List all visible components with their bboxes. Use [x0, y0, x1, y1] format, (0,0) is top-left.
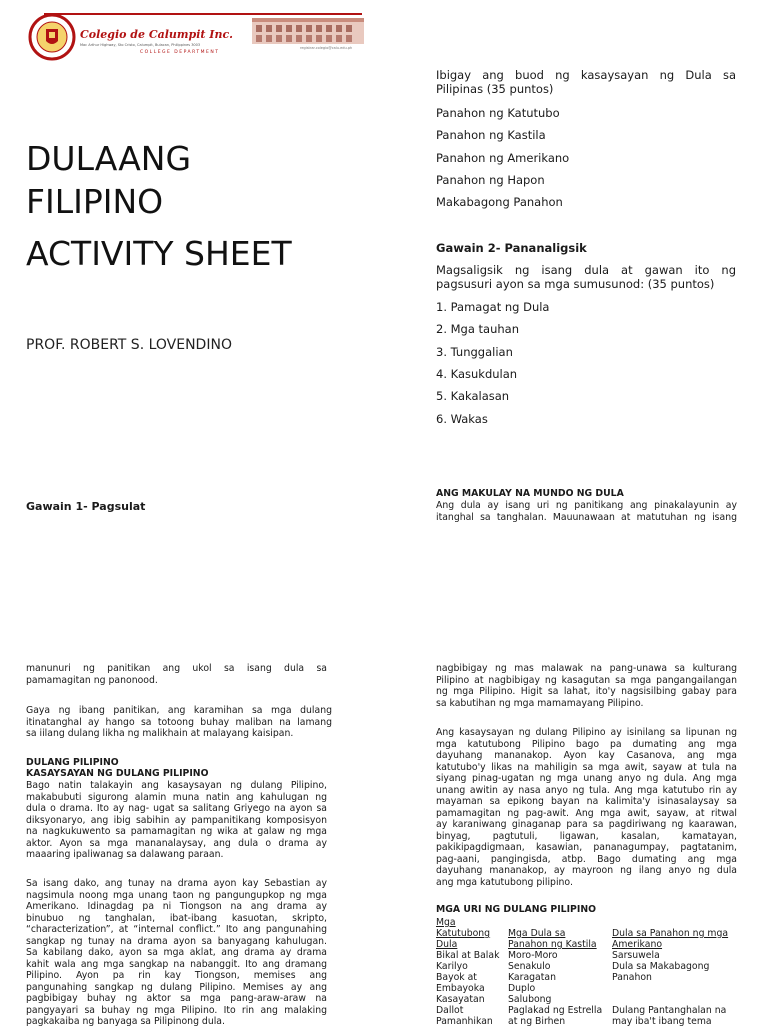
dulang-pilipino-heading: DULANG PILIPINO	[26, 757, 119, 768]
table-cell: Dula sa Panahon ng mga	[612, 928, 729, 939]
analysis-item: 2. Mga tauhan	[436, 322, 520, 336]
analysis-item: 5. Kakalasan	[436, 389, 510, 403]
table-cell: Karagatan	[508, 972, 556, 983]
gawain-2-instruction: Magsaligsik ng isang dula at gawan ito ng	[436, 263, 736, 277]
text-line: maaaring ipaliwanag sa dalawang paraan.	[26, 849, 224, 860]
table-cell: Salubong	[508, 994, 552, 1005]
table-cell: Panahon	[612, 972, 652, 983]
period-item: Panahon ng Hapon	[436, 173, 545, 187]
text-line: Pilipino at nagbibigay ng kasagutan sa mga pangangailangan	[436, 674, 737, 686]
text-line: pag-aani, pangingisda, atbp. Bago dumating ang mga	[436, 853, 737, 865]
table-cell: may iba't ibang tema	[612, 1016, 712, 1027]
gawain-1-instruction: Ibigay ang buod ng kasaysayan ng Dula sa	[436, 68, 736, 82]
table-row	[436, 972, 766, 983]
text-line: Amerikano. Idinagdag pa ni Tiongson na ang drama ay	[26, 901, 327, 912]
table-cell: at ng Birhen	[508, 1016, 566, 1027]
text-line: diksyonaryo, ang ibig sabihin ay pampanitikang komposisyon	[26, 814, 327, 826]
right-paragraph-2	[436, 727, 737, 888]
left-paragraph-2	[26, 705, 332, 740]
text-line: siyang pinag-ugatan ng mga unang anyo ng dula. Ang mga	[436, 773, 737, 784]
table-cell: Kasayatan	[436, 994, 485, 1005]
text-line: pakikipagdigmaan, kasawian, pananagumpay, pagtatanim,	[436, 842, 737, 853]
table-row	[436, 928, 766, 939]
analysis-item: 3. Tunggalian	[436, 345, 513, 359]
text-line: mayaman sa epikong bayan na kalimita'y isinasalaysay sa	[436, 796, 737, 807]
school-address: Mac Arthur Highway, Sto Cristo, Calumpit, Bulacan, Philippines 3003	[80, 43, 201, 47]
left-paragraph-4	[26, 878, 327, 1028]
text-line: Ang dula ay isang uri ng panitikang ang pinakalayunin ay	[436, 500, 737, 511]
table-row	[436, 917, 766, 928]
makulay-paragraph	[436, 500, 737, 523]
table-cell: Amerikano	[612, 939, 663, 950]
dula-types-table	[436, 917, 766, 1027]
text-line: aktor. Ayon sa mga mananalaysay, ang dula o drama ay	[26, 837, 327, 849]
text-line: pagkakaiba ng banyaga sa Pilipinong dula.	[26, 1016, 225, 1027]
analysis-item: 1. Pamagat ng Dula	[436, 300, 550, 314]
text-line: Pilipino. Ayon pa rin kay Tiongson, memises ang	[26, 970, 327, 981]
table-row	[436, 939, 766, 950]
table-row	[436, 983, 766, 994]
table-row	[436, 950, 766, 961]
text-line: mga katutubong Pilipino bago pa dumating ang mga	[436, 738, 737, 750]
text-line: kahit wala ang mga sangkap na nabanggit. Ito ang dramang	[26, 958, 327, 970]
text-line: sa iilang dulang likha ng malikhain at malayang kaisipan.	[26, 728, 294, 739]
text-line: dayuhang mananakop, ay mayroon ng ilang anyo ng dula	[436, 865, 737, 876]
table-row	[436, 994, 766, 1005]
table-cell: Dula	[436, 939, 458, 950]
text-line: ang mga katutubong pilipino.	[436, 876, 573, 888]
text-line: pagbibigay buhay ng aktor sa mga pang-araw-araw na	[26, 993, 327, 1004]
text-line: itinatanghal ay hango sa totoong buhay maliban na lamang	[26, 716, 332, 728]
gawain-2-heading: Gawain 2- Pananaligsik	[436, 241, 587, 255]
professor-name: PROF. ROBERT S. LOVENDINO	[26, 337, 232, 353]
text-line: manunuri ng panitikan ang ukol sa isang dula sa	[26, 663, 327, 674]
right-paragraph-1	[436, 663, 737, 709]
table-cell: Duplo	[508, 983, 536, 994]
text-line: sa kabutihan ng mga mamamayang Pilipino.	[436, 697, 644, 709]
text-line: pamamagitan ng pag-awit. Ang mga awit, sayaw, at ritwal	[436, 807, 737, 819]
gawain-2-points: pagsusuri ayon sa mga sumusunod: (35 puntos)	[436, 277, 715, 291]
mga-uri-heading: MGA URI NG DULANG PILIPINO	[436, 904, 597, 915]
table-cell: Sarsuwela	[612, 950, 660, 961]
school-email: registrar.colegio@calu.edu.ph	[300, 46, 353, 50]
text-line: dula o drama. Ito ay nag- ugat sa salitang Griyego na ayon sa	[26, 803, 327, 814]
table-row	[436, 961, 766, 972]
table-row	[436, 1005, 766, 1016]
period-item: Makabagong Panahon	[436, 195, 563, 209]
text-line: binyag, pagtutuli, ligawan, kasalan, kamatayan,	[436, 830, 737, 842]
table-cell: Dula sa Makabagong	[612, 961, 710, 972]
text-line: itanghal sa tanghalan. Mauunawaan at matutuhan ng isang	[436, 511, 737, 523]
table-cell: Bikal at Balak	[436, 950, 500, 961]
text-line: makabubuti sigurong alamin muna natin ang kahulugan ng	[26, 791, 327, 803]
text-line: “characterization”, at “internal conflict.” Ito ang pangunahing	[26, 924, 327, 935]
table-row	[436, 1016, 766, 1027]
text-line: dayuhang mananakop. Ayon kay Casanova, ang mga	[436, 750, 737, 761]
text-line: sangkap ng tunay na drama ayon sa banyagang kahulugan.	[26, 935, 327, 947]
table-cell: Karilyo	[436, 961, 468, 972]
text-line: na nagkukuwento sa pamamagitan ng wika at galaw ng mga	[26, 826, 327, 837]
table-cell: Embayoka	[436, 983, 485, 994]
left-paragraph-3	[26, 780, 327, 861]
text-line: nagsimula noong mga unang taon ng pangungupkop ng mga	[26, 889, 327, 901]
title-line-2: FILIPINO	[26, 182, 164, 221]
table-cell: Panahon ng Kastila	[508, 939, 597, 950]
text-line: Sa isang dako, ang tunay na drama ayon kay Sebastian ay	[26, 878, 327, 889]
table-cell: Moro-Moro	[508, 950, 558, 961]
table-cell: Senakulo	[508, 961, 551, 972]
gawain-1-heading: Gawain 1- Pagsulat	[26, 500, 146, 513]
table-cell: Paglakad ng Estrella	[508, 1005, 603, 1016]
makulay-heading: ANG MAKULAY NA MUNDO NG DULA	[436, 488, 624, 499]
gawain-1-points: Pilipinas (35 puntos)	[436, 82, 554, 96]
text-line: Sa kabilang dako, ayon sa mga aklat, ang drama ay drama	[26, 947, 327, 958]
title-line-1: DULAANG	[26, 139, 192, 178]
text-line: pamamagitan ng panonood.	[26, 674, 158, 686]
table-cell: Pamanhikan	[436, 1016, 493, 1027]
text-line: ng mga Pilipino. Higit sa lahat, ito'y nagsisilbing gabay para	[436, 686, 737, 697]
kasaysayan-heading: KASAYSAYAN NG DULANG PILIPINO	[26, 768, 209, 779]
period-item: Panahon ng Katutubo	[436, 106, 560, 120]
text-line: unang awitin ay nasa anyo ng tula. Ang mga katutubo rin ay	[436, 784, 737, 796]
school-seal-logo	[28, 13, 76, 61]
table-cell: Mga Dula sa	[508, 928, 566, 939]
school-building-image	[252, 14, 364, 44]
table-cell: Dulang Pantanghalan na	[612, 1005, 727, 1016]
analysis-item: 4. Kasukdulan	[436, 367, 518, 381]
period-item: Panahon ng Kastila	[436, 128, 546, 142]
text-line: nagbibigay ng mas malawak na pang-unawa sa kulturang	[436, 663, 737, 674]
table-cell: Bayok at	[436, 972, 477, 983]
text-line: Gaya ng ibang panitikan, ang karamihan sa mga dulang	[26, 705, 332, 716]
table-cell: Dallot	[436, 1005, 464, 1016]
text-line: katutubo'y likas na mahiligin sa mga awit, sayaw at tula na	[436, 761, 737, 773]
period-item: Panahon ng Amerikano	[436, 151, 570, 165]
school-name: Colegio de Calumpit Inc.	[80, 28, 233, 41]
left-paragraph-1	[26, 663, 327, 686]
text-line: binubuo ng tanghalan, ibat-ibang kasuotan, skripto,	[26, 912, 327, 924]
title-line-3: ACTIVITY SHEET	[26, 234, 292, 273]
text-line: Ang kasaysayan ng dulang Pilipino ay isinilang sa lipunan ng	[436, 727, 737, 738]
text-line: pangunahing sangkap ng dulang Pilipino. Memises ay ang	[26, 981, 327, 993]
text-line: Bago natin talakayin ang kasaysayan ng dulang Pilipino,	[26, 780, 327, 791]
table-cell: Mga	[436, 917, 456, 928]
text-line: ay karaniwang ginaganap para sa pagdiriwang ng kaarawan,	[436, 819, 737, 830]
text-line: pangyayari sa buhay ng mga Pilipino. Ito rin ang malaking	[26, 1004, 327, 1016]
table-cell: Katutubong	[436, 928, 491, 939]
analysis-item: 6. Wakas	[436, 412, 488, 426]
department-label: COLLEGE DEPARTMENT	[140, 50, 220, 55]
